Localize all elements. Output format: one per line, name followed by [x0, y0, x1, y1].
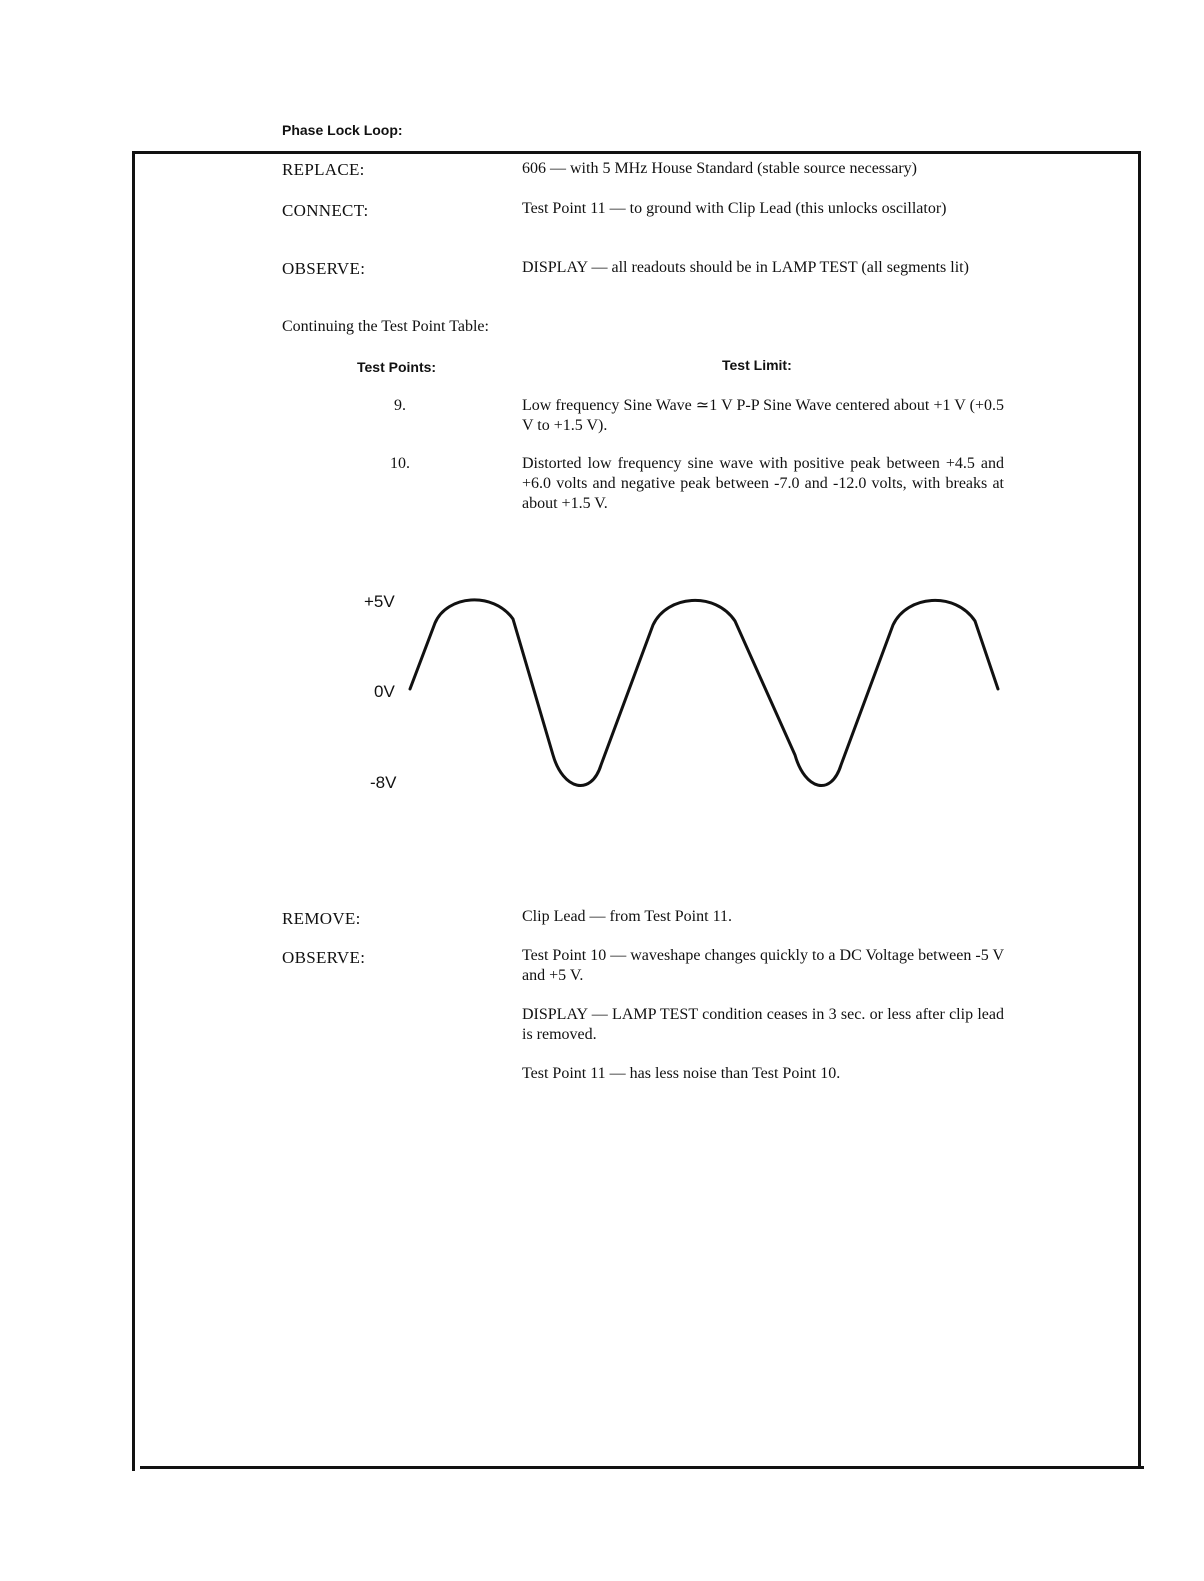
- frame-left-border: [132, 151, 135, 1471]
- test-limit-text: Distorted low frequency sine wave with positive peak between +4.5 and +6.0 volts and negative peak between -7.0 and -12.0 volts, with breaks at about +1.5 V.: [522, 455, 1004, 512]
- waveform-label-bottom: -8V: [370, 773, 397, 792]
- waveform-trace: [410, 600, 998, 786]
- test-limit-text: Low frequency Sine Wave ≃1 V P-P Sine Wave centered about +1 V (+0.5 V to +1.5 V).: [522, 397, 1004, 434]
- step-remove-text: Clip Lead — from Test Point 11.: [522, 908, 732, 925]
- test-point-number: 9.: [394, 397, 406, 414]
- observe-display-text: DISPLAY — LAMP TEST condition ceases in 3 sec. or less after clip lead is removed.: [522, 1006, 1004, 1043]
- col-test-points: Test Points:: [357, 359, 437, 375]
- waveform-label-top: +5V: [364, 592, 395, 611]
- step-connect-label: CONNECT:: [282, 201, 369, 220]
- frame-top-border: [133, 151, 1141, 154]
- waveform-graph: [405, 585, 1005, 805]
- step-observe-label-2: OBSERVE:: [282, 948, 366, 967]
- observe-test-point-10-text: Test Point 10 — waveshape changes quickly to a DC Voltage between -5 V and +5 V.: [522, 947, 1004, 984]
- step-replace-text: 606 — with 5 MHz House Standard (stable source necessary): [522, 160, 918, 177]
- step-connect-text: Test Point 11 — to ground with Clip Lead (this unlocks oscillator): [522, 200, 947, 217]
- step-remove-label: REMOVE:: [282, 909, 361, 928]
- frame-bottom-border: [140, 1466, 1144, 1469]
- step-observe-text: DISPLAY — all readouts should be in LAMP TEST (all segments lit): [522, 259, 969, 276]
- continuing-text: Continuing the Test Point Table:: [282, 318, 489, 335]
- waveform-label-mid: 0V: [374, 682, 395, 701]
- observe-test-point-11-text: Test Point 11 — has less noise than Test Point 10.: [522, 1065, 841, 1082]
- test-point-number: 10.: [390, 455, 410, 472]
- col-test-limit: Test Limit:: [722, 357, 792, 373]
- frame-right-border: [1138, 151, 1141, 1469]
- step-replace-label: REPLACE:: [282, 160, 365, 179]
- step-observe-label: OBSERVE:: [282, 259, 366, 278]
- section-title: Phase Lock Loop:: [282, 122, 403, 138]
